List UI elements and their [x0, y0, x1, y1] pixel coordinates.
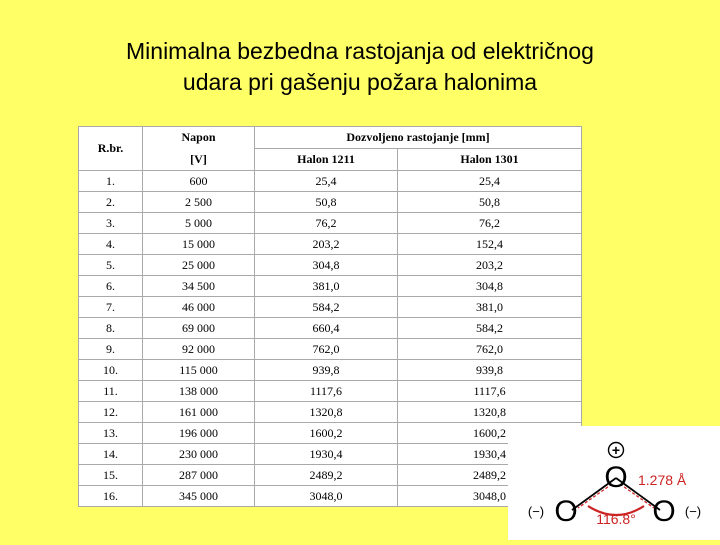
cell-rbr: 7.	[79, 297, 143, 318]
cell-halon-1301: 762,0	[398, 339, 582, 360]
header-halon-1301: Halon 1301	[398, 149, 582, 171]
cell-napon: 15 000	[143, 234, 255, 255]
table-row	[79, 423, 582, 444]
cell-napon: 46 000	[143, 297, 255, 318]
cell-halon-1211: 2489,2	[255, 465, 398, 486]
cell-napon: 161 000	[143, 402, 255, 423]
cell-napon: 287 000	[143, 465, 255, 486]
cell-rbr: 13.	[79, 423, 143, 444]
cell-rbr: 8.	[79, 318, 143, 339]
atom-o-center: O	[604, 461, 628, 494]
header-napon-unit: [V]	[143, 149, 255, 171]
cell-halon-1211: 762,0	[255, 339, 398, 360]
distance-table-container	[78, 126, 581, 507]
cell-rbr: 5.	[79, 255, 143, 276]
title-line-1: Minimalna bezbedna rastojanja od električnog	[126, 38, 594, 64]
table-row	[79, 234, 582, 255]
cell-rbr: 9.	[79, 339, 143, 360]
cell-napon: 345 000	[143, 486, 255, 507]
bond-angle-label: 116.8°	[596, 511, 636, 527]
header-napon: Napon	[143, 127, 255, 149]
slide-title	[0, 36, 720, 98]
cell-napon: 600	[143, 171, 255, 192]
cell-rbr: 14.	[79, 444, 143, 465]
table-row	[79, 213, 582, 234]
cell-halon-1301: 381,0	[398, 297, 582, 318]
cell-halon-1211: 76,2	[255, 213, 398, 234]
header-dozvoljeno-rastojanje: Dozvoljeno rastojanje [mm]	[255, 127, 582, 149]
cell-halon-1211: 1117,6	[255, 381, 398, 402]
cell-rbr: 12.	[79, 402, 143, 423]
minus-charge-right: (−)	[684, 504, 702, 519]
cell-rbr: 16.	[79, 486, 143, 507]
table-row	[79, 171, 582, 192]
table-row	[79, 192, 582, 213]
atom-o-left: O	[554, 495, 578, 528]
cell-napon: 34 500	[143, 276, 255, 297]
cell-napon: 25 000	[143, 255, 255, 276]
cell-halon-1301: 203,2	[398, 255, 582, 276]
cell-rbr: 15.	[79, 465, 143, 486]
cell-halon-1211: 304,8	[255, 255, 398, 276]
cell-halon-1301: 939,8	[398, 360, 582, 381]
table-row	[79, 381, 582, 402]
cell-halon-1301: 3048,0	[398, 486, 582, 507]
cell-halon-1211: 1930,4	[255, 444, 398, 465]
table-row	[79, 255, 582, 276]
minus-charge-left: (−)	[527, 504, 545, 519]
table-row	[79, 276, 582, 297]
cell-napon: 138 000	[143, 381, 255, 402]
plus-charge-text: +	[611, 442, 621, 458]
cell-napon: 230 000	[143, 444, 255, 465]
bond-length-label: 1.278 Å	[638, 472, 687, 488]
cell-napon: 115 000	[143, 360, 255, 381]
cell-halon-1211: 203,2	[255, 234, 398, 255]
atom-o-right: O	[652, 495, 676, 528]
cell-halon-1301: 1930,4	[398, 444, 582, 465]
ozone-molecule-diagram	[508, 426, 720, 540]
cell-halon-1301: 1600,2	[398, 423, 582, 444]
table-row	[79, 465, 582, 486]
cell-rbr: 11.	[79, 381, 143, 402]
cell-halon-1211: 584,2	[255, 297, 398, 318]
cell-halon-1301: 76,2	[398, 213, 582, 234]
header-halon-1211: Halon 1211	[255, 149, 398, 171]
cell-halon-1301: 584,2	[398, 318, 582, 339]
cell-halon-1301: 1320,8	[398, 402, 582, 423]
cell-halon-1301: 25,4	[398, 171, 582, 192]
cell-halon-1301: 152,4	[398, 234, 582, 255]
cell-halon-1301: 304,8	[398, 276, 582, 297]
cell-halon-1211: 50,8	[255, 192, 398, 213]
cell-rbr: 10.	[79, 360, 143, 381]
cell-halon-1301: 50,8	[398, 192, 582, 213]
cell-halon-1301: 1117,6	[398, 381, 582, 402]
table-row	[79, 318, 582, 339]
molecule-svg	[508, 426, 720, 540]
cell-rbr: 6.	[79, 276, 143, 297]
cell-halon-1301: 2489,2	[398, 465, 582, 486]
cell-halon-1211: 1320,8	[255, 402, 398, 423]
header-rbr: R.br.	[79, 127, 143, 171]
cell-halon-1211: 660,4	[255, 318, 398, 339]
cell-napon: 196 000	[143, 423, 255, 444]
table-row	[79, 402, 582, 423]
title-line-2: udara pri gašenju požara halonima	[182, 69, 538, 95]
table-row	[79, 339, 582, 360]
cell-halon-1211: 3048,0	[255, 486, 398, 507]
distance-table	[78, 126, 582, 507]
table-body	[79, 171, 582, 507]
table-row	[79, 444, 582, 465]
cell-halon-1211: 1600,2	[255, 423, 398, 444]
cell-napon: 69 000	[143, 318, 255, 339]
cell-halon-1211: 25,4	[255, 171, 398, 192]
cell-rbr: 4.	[79, 234, 143, 255]
table-row	[79, 486, 582, 507]
cell-halon-1211: 381,0	[255, 276, 398, 297]
table-row	[79, 297, 582, 318]
cell-rbr: 3.	[79, 213, 143, 234]
table-row	[79, 360, 582, 381]
cell-halon-1211: 939,8	[255, 360, 398, 381]
cell-napon: 92 000	[143, 339, 255, 360]
cell-rbr: 1.	[79, 171, 143, 192]
cell-rbr: 2.	[79, 192, 143, 213]
cell-napon: 5 000	[143, 213, 255, 234]
cell-napon: 2 500	[143, 192, 255, 213]
